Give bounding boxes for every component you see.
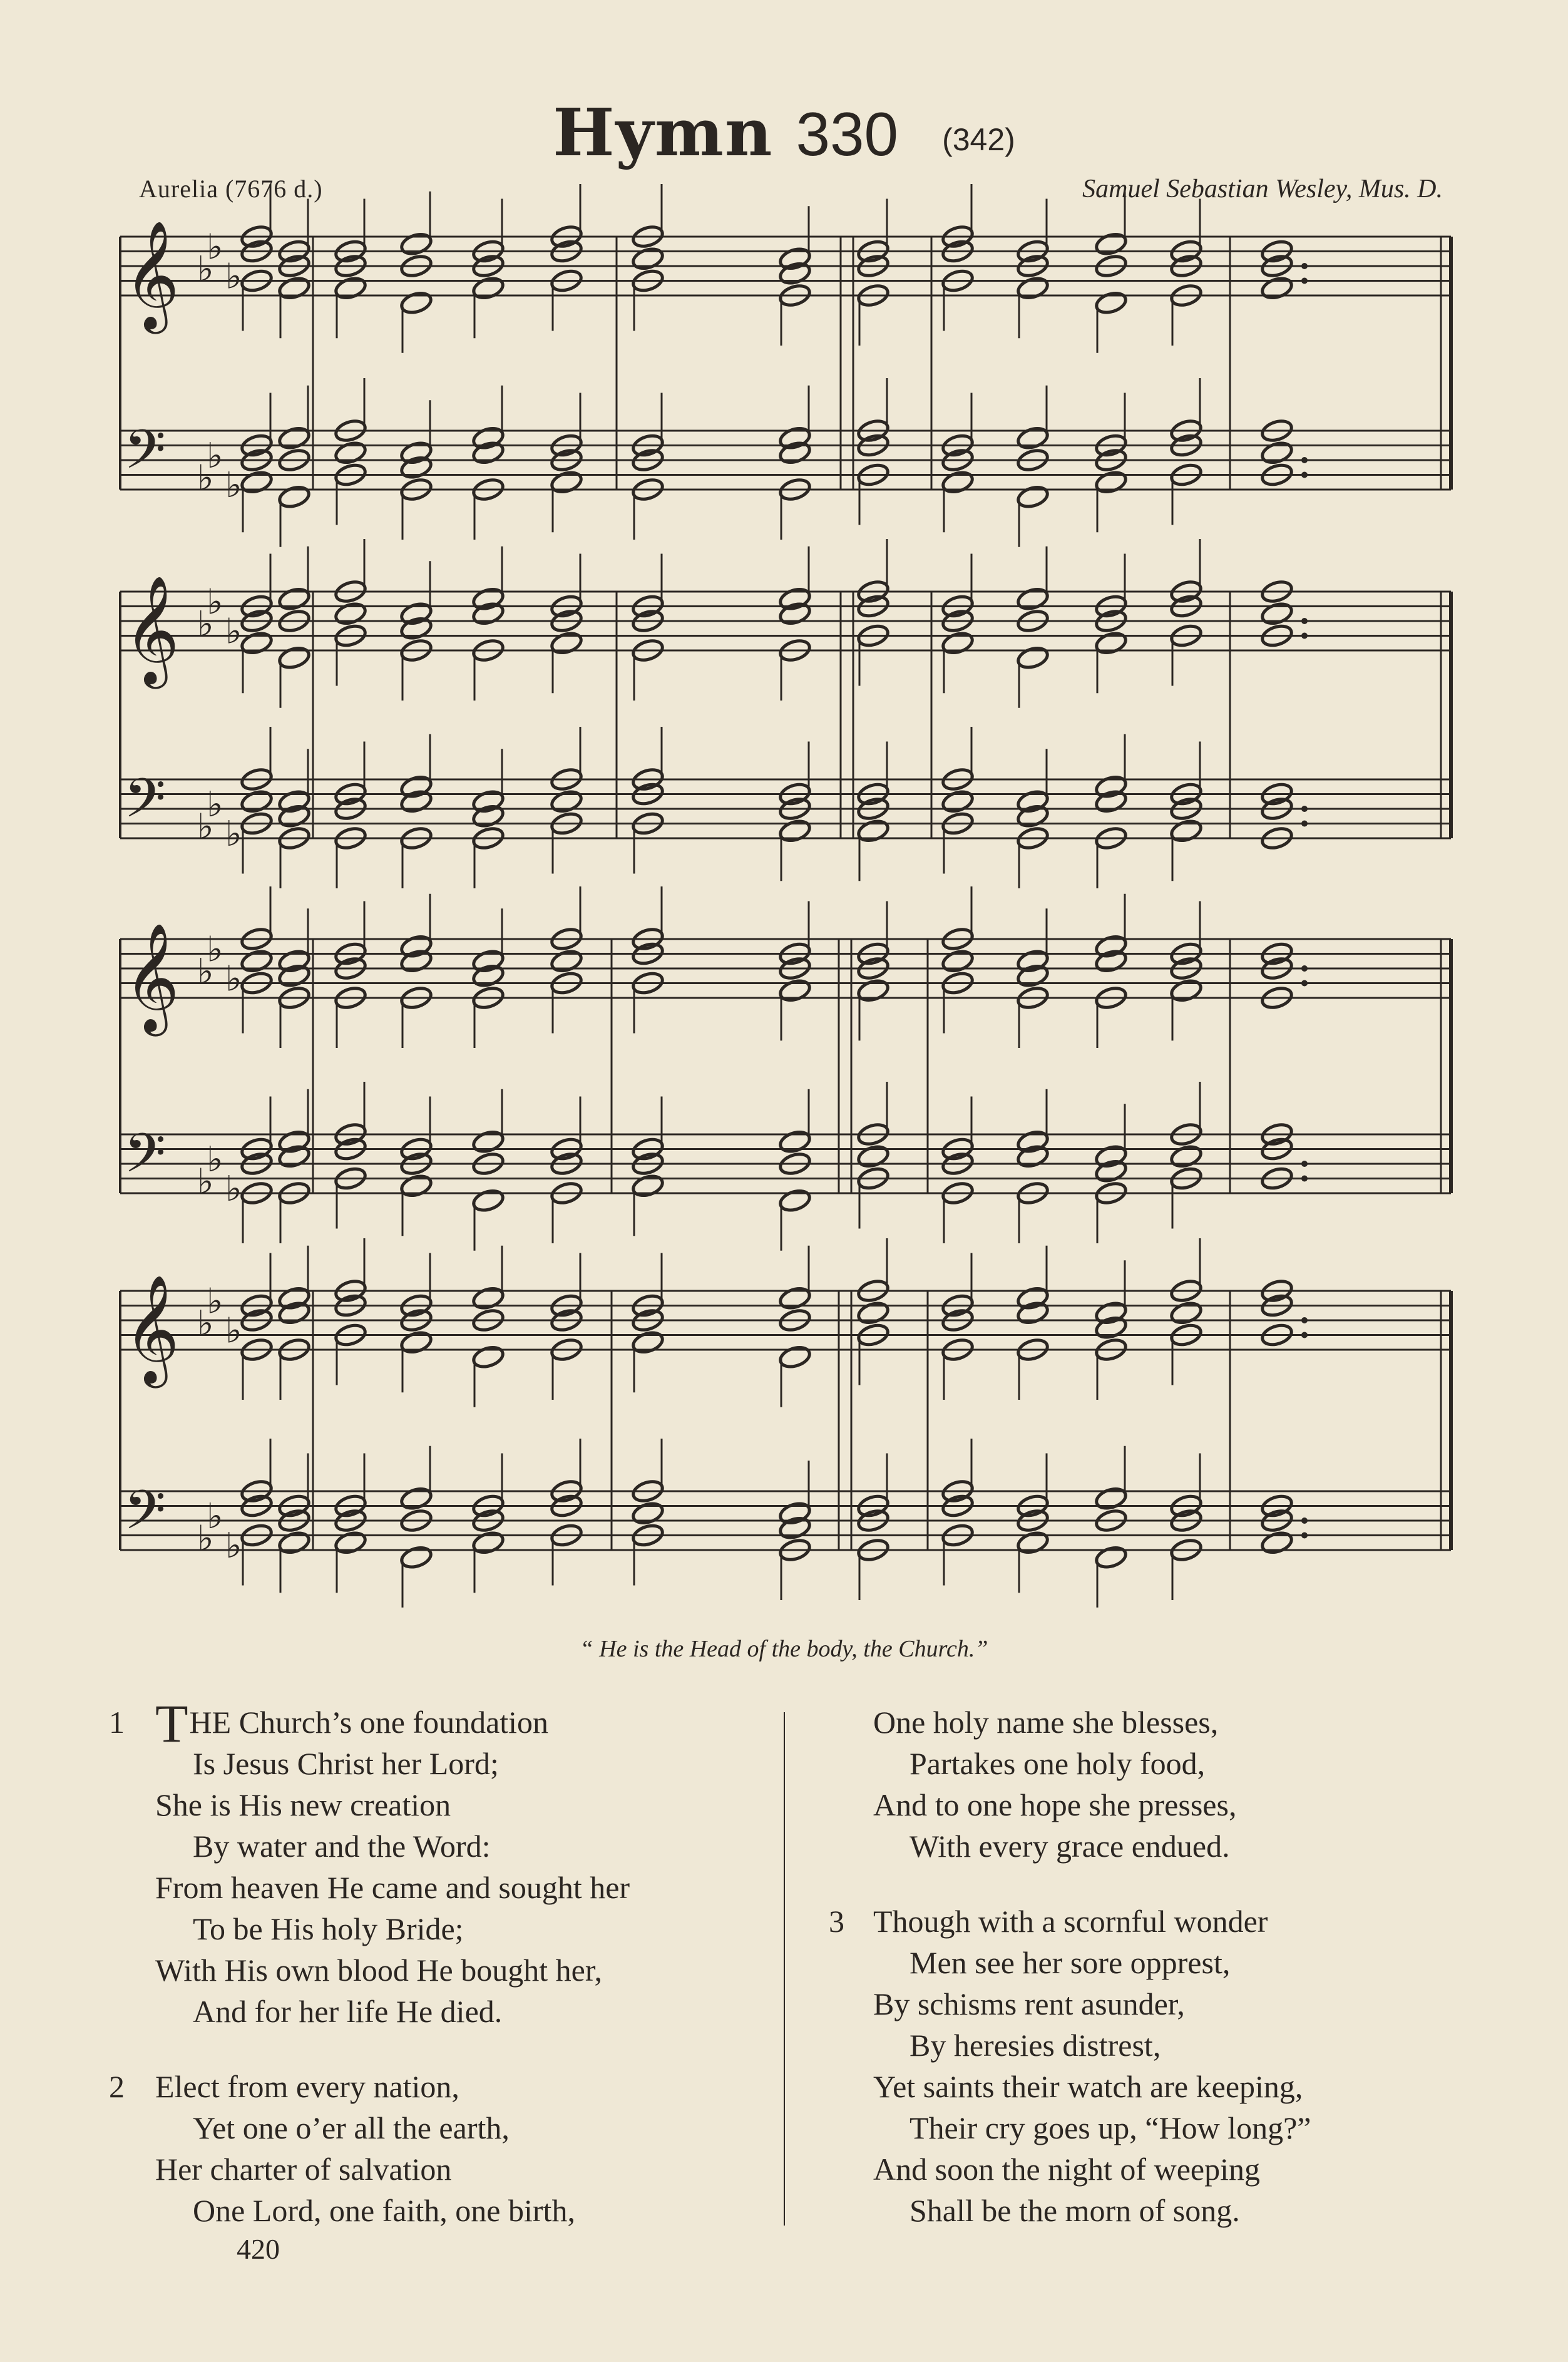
note-head bbox=[1016, 803, 1050, 829]
note-head bbox=[631, 246, 665, 272]
verse-line: To be His holy Bride; bbox=[193, 1911, 464, 1946]
note-head bbox=[550, 630, 583, 656]
note-head bbox=[399, 1330, 433, 1355]
note-head bbox=[1094, 948, 1128, 974]
dot bbox=[1301, 1176, 1308, 1182]
verse-line: Is Jesus Christ her Lord; bbox=[193, 1746, 499, 1781]
note-head bbox=[778, 425, 812, 451]
dot bbox=[1301, 1161, 1308, 1167]
note-head bbox=[471, 803, 505, 829]
note-head bbox=[471, 586, 505, 612]
verse-line: Yet saints their watch are keeping, bbox=[873, 2069, 1303, 2104]
flat-sign: ♭ bbox=[197, 603, 214, 645]
bass-clef: 𝄢 bbox=[124, 766, 166, 843]
note-head bbox=[1094, 933, 1128, 959]
flat-sign: ♭ bbox=[225, 256, 242, 297]
drop-cap: T bbox=[155, 1693, 188, 1754]
verse-line: And soon the night of weeping bbox=[873, 2152, 1260, 2187]
flat-sign: ♭ bbox=[225, 1169, 242, 1209]
note-head bbox=[1094, 1144, 1128, 1169]
verses-right-column bbox=[829, 1702, 1311, 2265]
note-head bbox=[277, 1144, 311, 1169]
note-head bbox=[334, 1530, 367, 1556]
note-head bbox=[277, 425, 311, 451]
note-head bbox=[399, 615, 433, 641]
verse-line: One Lord, one faith, one birth, bbox=[193, 2193, 575, 2228]
note-head bbox=[778, 1501, 812, 1526]
dot bbox=[1301, 633, 1308, 639]
bass-clef: 𝄢 bbox=[124, 1478, 166, 1555]
note-head bbox=[1016, 645, 1050, 670]
note-head bbox=[277, 1530, 311, 1556]
note-head bbox=[778, 586, 812, 612]
title-word: Hymn bbox=[553, 94, 774, 171]
flat-sign: ♭ bbox=[225, 1526, 242, 1566]
note-head bbox=[1016, 1285, 1050, 1311]
bass-clef: 𝄢 bbox=[124, 418, 166, 495]
note-head bbox=[1016, 789, 1050, 814]
verse-number: 1 bbox=[109, 1705, 125, 1740]
note-head bbox=[550, 789, 583, 814]
note-head bbox=[550, 470, 583, 495]
page-number: 420 bbox=[237, 2233, 280, 2265]
dot bbox=[1301, 457, 1308, 463]
note-head bbox=[1016, 963, 1050, 988]
dot bbox=[1301, 1332, 1308, 1338]
verse-line: Men see her sore opprest, bbox=[910, 1945, 1231, 1980]
dot bbox=[1301, 263, 1308, 269]
bass-clef: 𝄢 bbox=[124, 1121, 166, 1198]
note-head bbox=[631, 1173, 665, 1199]
flat-sign: ♭ bbox=[197, 951, 214, 992]
note-head bbox=[277, 789, 311, 814]
treble-clef: 𝄞 bbox=[124, 923, 180, 1032]
verse-line: And for her life He died. bbox=[193, 1994, 503, 2029]
flat-sign: ♭ bbox=[207, 582, 223, 623]
column-divider bbox=[784, 1712, 785, 2226]
dot bbox=[1301, 806, 1308, 812]
note-head bbox=[277, 1129, 311, 1154]
note-head bbox=[941, 789, 975, 814]
note-head bbox=[399, 789, 433, 814]
note-head bbox=[277, 275, 311, 301]
note-head bbox=[1094, 774, 1128, 799]
verse-line: By water and the Word: bbox=[193, 1829, 491, 1864]
note-head bbox=[1094, 290, 1128, 316]
note-head bbox=[1016, 484, 1050, 510]
note-head bbox=[1260, 440, 1294, 466]
verse-2 bbox=[109, 2066, 630, 2231]
note-head bbox=[1016, 586, 1050, 612]
note-head bbox=[471, 1530, 505, 1556]
flat-sign: ♭ bbox=[207, 436, 223, 476]
dot bbox=[1301, 1517, 1308, 1524]
treble-clef: 𝄞 bbox=[124, 1275, 180, 1384]
note-head bbox=[1169, 818, 1203, 844]
flat-sign: ♭ bbox=[207, 1281, 223, 1322]
note-head bbox=[1094, 789, 1128, 814]
note-head bbox=[1094, 630, 1128, 656]
flat-sign: ♭ bbox=[207, 784, 223, 825]
note-head bbox=[277, 645, 311, 670]
note-head bbox=[1260, 601, 1294, 627]
note-head bbox=[277, 484, 311, 510]
note-head bbox=[1094, 1315, 1128, 1340]
verse-line: Yet one o’er all the earth, bbox=[193, 2110, 510, 2145]
note-head bbox=[277, 586, 311, 612]
note-head bbox=[334, 275, 367, 301]
verse-2-continued bbox=[833, 1702, 1311, 1867]
verse-line: Shall be the morn of song. bbox=[910, 2193, 1240, 2228]
verse-number: 2 bbox=[109, 2069, 125, 2104]
verse-number: 3 bbox=[829, 1904, 844, 1939]
flat-sign: ♭ bbox=[225, 1310, 242, 1352]
note-head bbox=[941, 470, 975, 495]
note-head bbox=[334, 601, 367, 627]
note-head bbox=[1016, 275, 1050, 301]
note-head bbox=[856, 1144, 890, 1169]
note-head bbox=[240, 630, 274, 656]
note-head bbox=[1016, 1300, 1050, 1326]
tune-name: Aurelia (7676 d.) bbox=[139, 175, 323, 203]
flat-sign: ♭ bbox=[197, 1518, 214, 1559]
flat-sign: ♭ bbox=[197, 458, 214, 499]
note-head bbox=[1016, 425, 1050, 451]
treble-clef: 𝄞 bbox=[124, 575, 180, 684]
note-head bbox=[399, 774, 433, 799]
note-head bbox=[1169, 1300, 1203, 1326]
note-head bbox=[941, 948, 975, 974]
note-head bbox=[856, 978, 890, 1004]
note-head bbox=[240, 789, 274, 814]
note-head bbox=[778, 1344, 812, 1370]
note-head bbox=[277, 948, 311, 974]
note-head bbox=[1094, 231, 1128, 257]
flat-sign: ♭ bbox=[225, 814, 242, 855]
note-head bbox=[471, 963, 505, 988]
note-head bbox=[471, 275, 505, 301]
note-head bbox=[778, 818, 812, 844]
note-head bbox=[399, 948, 433, 974]
note-head bbox=[631, 1501, 665, 1526]
note-head bbox=[856, 818, 890, 844]
note-head bbox=[778, 1285, 812, 1311]
dot bbox=[1301, 278, 1308, 284]
note-head bbox=[778, 978, 812, 1004]
note-head bbox=[471, 1129, 505, 1154]
verse-line: Their cry goes up, “How long?” bbox=[910, 2110, 1311, 2145]
note-head bbox=[334, 440, 367, 466]
flat-sign: ♭ bbox=[207, 1496, 223, 1537]
hymn-number: 330 bbox=[796, 100, 899, 168]
note-head bbox=[1094, 1300, 1128, 1326]
note-head bbox=[471, 789, 505, 814]
note-head bbox=[1094, 1486, 1128, 1511]
note-head bbox=[399, 601, 433, 627]
verse-line: Her charter of salvation bbox=[155, 2152, 452, 2187]
note-head bbox=[550, 948, 583, 974]
note-head bbox=[277, 803, 311, 829]
flat-sign: ♭ bbox=[197, 806, 214, 848]
flat-sign: ♭ bbox=[197, 1161, 214, 1203]
verse-line: She is His new creation bbox=[155, 1787, 451, 1822]
verse-line: By heresies distrest, bbox=[910, 2028, 1161, 2063]
note-head bbox=[399, 1544, 433, 1570]
note-head bbox=[1094, 470, 1128, 495]
note-head bbox=[778, 1515, 812, 1541]
note-head bbox=[1169, 1144, 1203, 1169]
verses-left-column bbox=[109, 1693, 630, 2265]
note-head bbox=[778, 246, 812, 272]
note-head bbox=[778, 260, 812, 286]
note-head bbox=[277, 963, 311, 988]
note-head bbox=[471, 425, 505, 451]
verse-line: Though with a scornful wonder bbox=[873, 1904, 1268, 1939]
note-head bbox=[1016, 1144, 1050, 1169]
note-head bbox=[1094, 1544, 1128, 1570]
verse-line: Partakes one holy food, bbox=[910, 1746, 1206, 1781]
note-head bbox=[1260, 275, 1294, 301]
verse-line: THE Church’s one foundation bbox=[155, 1693, 549, 1754]
note-head bbox=[778, 1129, 812, 1154]
flat-sign: ♭ bbox=[207, 929, 223, 970]
note-head bbox=[1016, 1129, 1050, 1154]
note-head bbox=[471, 1285, 505, 1311]
verse-line: And to one hope she presses, bbox=[873, 1787, 1237, 1822]
note-head bbox=[399, 290, 433, 316]
note-head bbox=[399, 440, 433, 466]
flat-sign: ♭ bbox=[197, 1303, 214, 1344]
note-head bbox=[631, 1330, 665, 1355]
verse-1 bbox=[109, 1693, 630, 2032]
alt-hymn-number: (342) bbox=[942, 122, 1015, 157]
dot bbox=[1301, 821, 1308, 827]
note-head bbox=[399, 933, 433, 959]
flat-sign: ♭ bbox=[225, 465, 242, 506]
note-head bbox=[778, 440, 812, 466]
note-head bbox=[399, 1173, 433, 1199]
verse-line: With His own blood He bought her, bbox=[155, 1953, 602, 1988]
flat-sign: ♭ bbox=[225, 611, 242, 652]
note-head bbox=[1169, 978, 1203, 1004]
verse-line: With every grace endued. bbox=[910, 1829, 1230, 1864]
dot bbox=[1301, 965, 1308, 972]
note-head bbox=[471, 948, 505, 974]
note-head bbox=[399, 231, 433, 257]
note-head bbox=[778, 601, 812, 627]
verse-line: One holy name she blesses, bbox=[873, 1705, 1219, 1740]
note-head bbox=[471, 440, 505, 466]
note-head bbox=[399, 1486, 433, 1511]
note-head bbox=[240, 470, 274, 495]
note-head bbox=[856, 1300, 890, 1326]
note-head bbox=[941, 630, 975, 656]
note-head bbox=[471, 1344, 505, 1370]
flat-sign: ♭ bbox=[207, 227, 223, 268]
note-head bbox=[399, 454, 433, 480]
flat-sign: ♭ bbox=[225, 958, 242, 1000]
dot bbox=[1301, 1533, 1308, 1539]
verse-3 bbox=[829, 1901, 1311, 2231]
flat-sign: ♭ bbox=[207, 1139, 223, 1180]
note-head bbox=[471, 1188, 505, 1213]
note-head bbox=[1016, 1530, 1050, 1556]
dot bbox=[1301, 472, 1308, 478]
verse-line: By schisms rent asunder, bbox=[873, 1986, 1185, 2021]
note-head bbox=[1016, 948, 1050, 974]
dot bbox=[1301, 1317, 1308, 1323]
note-head bbox=[1260, 1530, 1294, 1556]
note-head bbox=[240, 948, 274, 974]
composer: Samuel Sebastian Wesley, Mus. D. bbox=[1082, 175, 1443, 203]
flat-sign: ♭ bbox=[197, 249, 214, 290]
note-head bbox=[1094, 1158, 1128, 1184]
epigraph: “ He is the Head of the body, the Church.” bbox=[580, 1636, 988, 1662]
note-head bbox=[277, 1285, 311, 1311]
verse-line: Elect from every nation, bbox=[155, 2069, 459, 2104]
dot bbox=[1301, 618, 1308, 624]
verse-line: From heaven He came and sought her bbox=[155, 1870, 630, 1905]
note-head bbox=[471, 601, 505, 627]
treble-clef: 𝄞 bbox=[124, 220, 180, 329]
note-head bbox=[778, 1188, 812, 1213]
dot bbox=[1301, 980, 1308, 987]
note-head bbox=[277, 1300, 311, 1326]
